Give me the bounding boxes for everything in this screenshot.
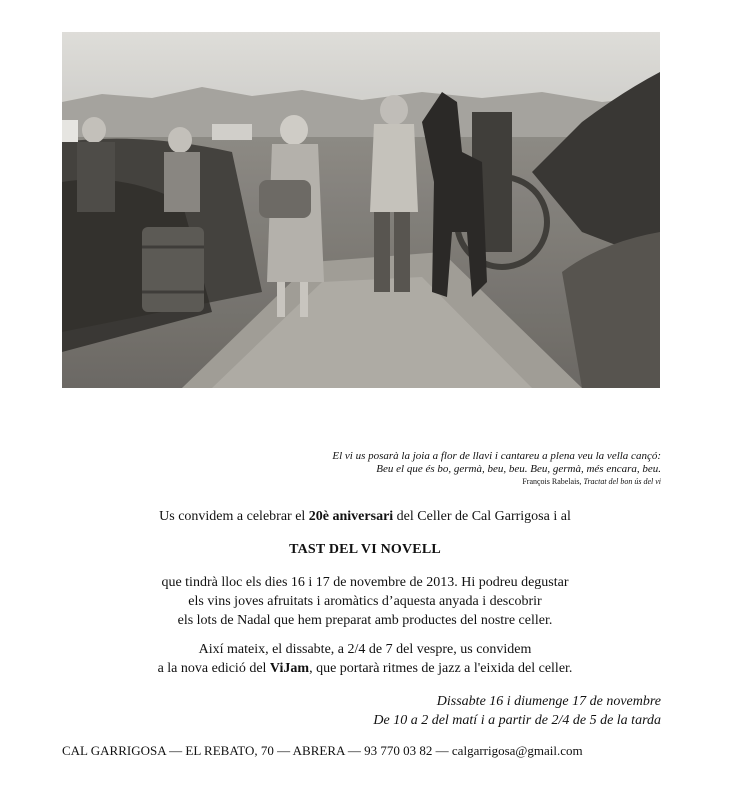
quote-line-1: El vi us posarà la joia a flor de llavi i cantareu a plena veu la vella cançó: (332, 450, 661, 462)
vijam-line-1: Així mateix, el dissabte, a 2/4 de 7 del vespre, us convidem (198, 642, 532, 657)
contact-footer: CAL GARRIGOSA — EL REBATO, 70 — ABRERA — 93 770 03 82 — calgarrigosa@gmail.com (62, 743, 583, 758)
intro-text-a: Us convidem a celebrar el (159, 509, 309, 524)
details-line-2: els vins joves afruitats i aromàtics d’aquesta anyada i descobrir (188, 594, 542, 609)
quote-work: Tractat del bon ús del vi (583, 477, 661, 486)
quote-line-2: Beu el que és bo, germà, beu, beu. Beu, germà, més encara, beu. (376, 463, 661, 475)
details-line-3: els lots de Nadal que hem preparat amb productes del nostre celler. (177, 613, 553, 628)
vijam-text-a: a la nova edició del (157, 661, 270, 676)
vintage-harvest-photo (62, 32, 660, 388)
schedule-days: Dissabte 16 i diumenge 17 de novembre (436, 694, 661, 709)
vijam-line-2 (0, 659, 730, 678)
vijam-paragraph (0, 640, 730, 678)
event-title: TAST DEL VI NOVELL (289, 542, 441, 557)
details-line-1: que tindrà lloc els dies 16 i 17 de novembre de 2013. Hi podreu degustar (161, 575, 569, 590)
vijam-name: ViJam (269, 661, 310, 676)
intro-text-b: del Celler de Cal Garrigosa i al (393, 509, 571, 524)
event-details-paragraph (0, 573, 730, 630)
quote-author: François Rabelais, (522, 477, 584, 486)
invitation-intro (0, 507, 730, 526)
quote-attribution (300, 477, 661, 487)
vijam-text-b: , que portarà ritmes de jazz a l'eixida del celler. (309, 661, 573, 676)
intro-anniversary: 20è aniversari (308, 509, 394, 524)
schedule-hours: De 10 a 2 del matí i a partir de 2/4 de 5 de la tarda (373, 713, 661, 728)
schedule (200, 692, 661, 730)
